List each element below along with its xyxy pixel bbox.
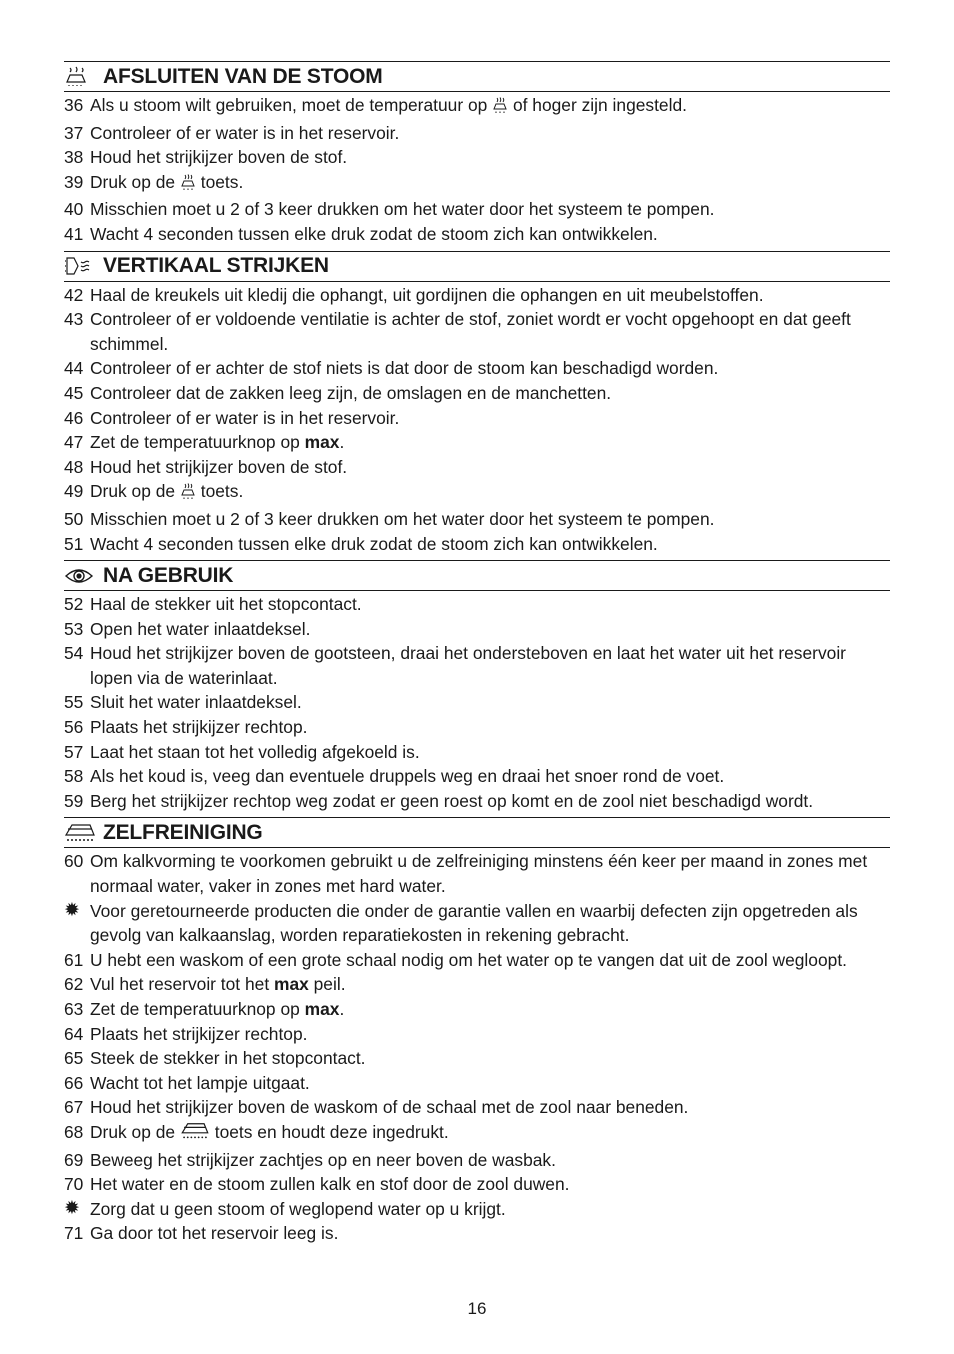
list-item: 69 Beweeg het strijkijzer zachtjes op en neer boven de wasbak. xyxy=(64,1149,556,1170)
section-title: VERTIKAAL STRIJKEN xyxy=(103,254,329,278)
steam-icon xyxy=(64,65,96,89)
list-item: ✹ Zorg dat u geen stoom of weglopend water op u krijgt. xyxy=(64,1197,890,1222)
page-number: 16 xyxy=(467,1299,487,1318)
list-item: 61 U hebt een waskom of een grote schaal nodig om het water op te vangen dat uit de zool wegloopt. xyxy=(64,949,847,970)
list-item: ✹ Voor geretourneerde producten die onder de garantie vallen en waarbij defecten zijn opgetreden als gevolg van kalkaanslag, worden reparatiekosten in rekening gebracht. xyxy=(64,899,890,948)
list-item: 42 Haal de kreukels uit kledij die ophangt, uit gordijnen die ophangen en uit meubelstoffen. xyxy=(64,284,764,305)
section-title: ZELFREINIGING xyxy=(103,820,263,844)
list-item: 38 Houd het strijkijzer boven de stof. xyxy=(64,147,348,168)
list-item: 59 Berg het strijkijzer rechtop weg zodat er geen roest op komt en de zool niet beschadigd wordt. xyxy=(64,790,814,811)
list-item: 52 Haal de stekker uit het stopcontact. xyxy=(64,594,362,615)
list-item: 50 Misschien moet u 2 of 3 keer drukken om het water door het systeem te pompen. xyxy=(64,508,715,529)
list-item: 53 Open het water inlaatdeksel. xyxy=(64,618,311,639)
list-item: 71 Ga door tot het reservoir leeg is. xyxy=(64,1223,339,1244)
section-header-vertical xyxy=(64,251,890,282)
list-item: 70 Het water en de stoom zullen kalk en stof door de zool duwen. xyxy=(64,1174,570,1195)
section-header-self-clean xyxy=(64,817,890,848)
list-item: 65 Steek de stekker in het stopcontact. xyxy=(64,1048,366,1069)
list-item: 44 Controleer of er achter de stof niets is dat door de stoom kan beschadigd worden. xyxy=(64,358,719,379)
list-item: 40 Misschien moet u 2 of 3 keer drukken om het water door het systeem te pompen. xyxy=(64,199,715,220)
page-content xyxy=(64,61,890,1246)
list-item: 67 Houd het strijkijzer boven de waskom of de schaal met de zool naar beneden. xyxy=(64,1097,689,1118)
eye-icon xyxy=(64,564,96,588)
self-clean-icon xyxy=(64,821,96,845)
list-item: 56 Plaats het strijkijzer rechtop. xyxy=(64,717,308,738)
list-item: 49 Druk op de toets. xyxy=(64,479,890,507)
list-item: 66 Wacht tot het lampje uitgaat. xyxy=(64,1072,310,1093)
list-item: 57 Laat het staan tot het volledig afgekoeld is. xyxy=(64,741,420,762)
list-item: 68 Druk op de toets en houdt deze ingedrukt. xyxy=(64,1120,890,1148)
list-item: 36 Als u stoom wilt gebruiken, moet de temperatuur op of hoger zijn ingesteld. xyxy=(64,93,890,121)
section-header-after-use xyxy=(64,560,890,591)
list-item: 47 Zet de temperatuurknop op max. xyxy=(64,432,345,453)
list-item: 64 Plaats het strijkijzer rechtop. xyxy=(64,1023,308,1044)
self-clean-button-icon xyxy=(180,1121,210,1148)
list-item: 58 Als het koud is, veeg dan eventuele druppels weg en draai het snoer rond de voet. xyxy=(64,766,725,787)
list-item: 51 Wacht 4 seconden tussen elke druk zodat de stoom zich kan ontwikkelen. xyxy=(64,533,658,554)
vertical-steam-icon xyxy=(64,254,96,278)
list-item: 62 Vul het reservoir tot het max peil. xyxy=(64,974,346,995)
list-item: 43 Controleer of er voldoende ventilatie is achter de stof, zoniet wordt er vocht opgehoopt en dat geeft schimmel. xyxy=(64,309,851,354)
steam-button-icon xyxy=(180,173,196,198)
list-item: 41 Wacht 4 seconden tussen elke druk zodat de stoom zich kan ontwikkelen. xyxy=(64,223,658,244)
list-item: 54 Houd het strijkijzer boven de gootsteen, draai het ondersteboven en laat het water uit het reservoir lopen via de waterinlaat. xyxy=(64,643,846,688)
section-header-steam xyxy=(64,61,890,92)
list-item: 48 Houd het strijkijzer boven de stof. xyxy=(64,456,348,477)
list-item: 39 Druk op de toets. xyxy=(64,170,890,198)
section-title: AFSLUITEN VAN DE STOOM xyxy=(103,64,383,88)
list-item: 63 Zet de temperatuurknop op max. xyxy=(64,999,345,1019)
list-item: 60 Om kalkvorming te voorkomen gebruikt u de zelfreiniging minstens één keer per maand in zones met normaal water, vaker in zones met hard water. xyxy=(64,851,868,897)
list-item: 55 Sluit het water inlaatdeksel. xyxy=(64,692,302,713)
steam-icon xyxy=(492,96,508,121)
warning-sun-icon: ✹ xyxy=(64,899,80,921)
steam-button-icon xyxy=(180,482,196,507)
list-item: 37 Controleer of er water is in het reservoir. xyxy=(64,122,400,143)
section-title: NA GEBRUIK xyxy=(103,563,234,587)
list-item: 45 Controleer dat de zakken leeg zijn, de omslagen en de manchetten. xyxy=(64,382,612,403)
warning-sun-icon: ✹ xyxy=(64,1197,80,1219)
list-item: 46 Controleer of er water is in het reservoir. xyxy=(64,407,400,428)
